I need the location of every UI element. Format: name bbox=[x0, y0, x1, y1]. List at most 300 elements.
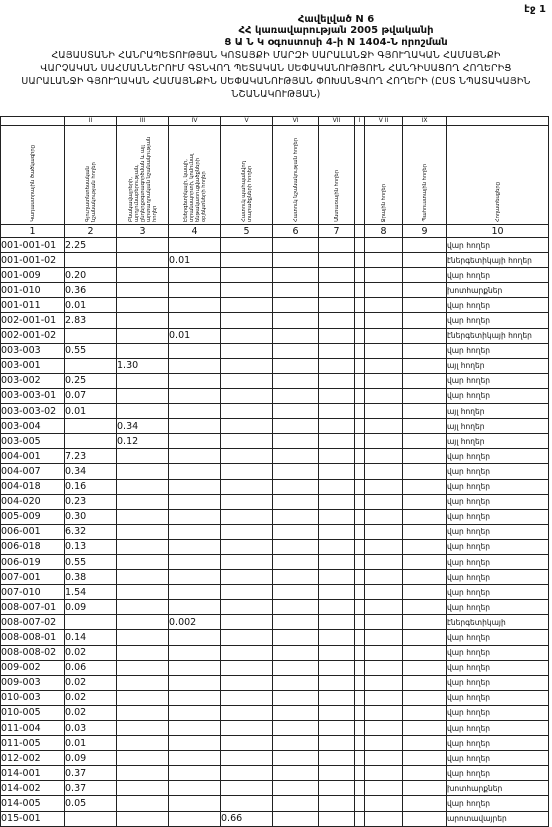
settlement-cell bbox=[117, 600, 169, 615]
forest-cell bbox=[319, 630, 355, 645]
forest-cell bbox=[319, 494, 355, 509]
land-type-cell: վար հողեր bbox=[447, 705, 549, 720]
reserve-cell bbox=[403, 253, 447, 268]
settlement-cell bbox=[117, 796, 169, 811]
agricultural-cell: 0.13 bbox=[65, 539, 117, 554]
protected-cell bbox=[221, 675, 273, 690]
forest-cell bbox=[319, 524, 355, 539]
column-header bbox=[403, 126, 447, 225]
special-cell bbox=[273, 419, 319, 434]
land-type-cell: վար հողեր bbox=[447, 298, 549, 313]
column-number: 3 bbox=[117, 225, 169, 238]
cadastral-code-cell: 008-008-01 bbox=[1, 630, 65, 645]
settlement-cell bbox=[117, 660, 169, 675]
header-settlement-industrial: Բնակավայրերի, արդյունաբերության, ընդերքօգտագործման և այլ արտադրական նշանակության հողեր bbox=[127, 136, 158, 222]
agricultural-cell bbox=[65, 811, 117, 826]
agricultural-cell: 0.16 bbox=[65, 479, 117, 494]
reserve-cell bbox=[403, 705, 447, 720]
page-number: էջ 1 bbox=[524, 4, 546, 15]
cadastral-code-cell: 007-001 bbox=[1, 570, 65, 585]
special-cell bbox=[273, 751, 319, 766]
protected-cell bbox=[221, 268, 273, 283]
special-cell bbox=[273, 313, 319, 328]
forest-cell bbox=[319, 253, 355, 268]
appendix-label: Հավելված N 6 bbox=[297, 14, 375, 25]
narrow-cell bbox=[355, 328, 365, 343]
settlement-cell bbox=[117, 736, 169, 751]
water-cell bbox=[365, 524, 403, 539]
protected-cell bbox=[221, 434, 273, 449]
settlement-cell bbox=[117, 721, 169, 736]
forest-cell bbox=[319, 238, 355, 253]
settlement-cell bbox=[117, 373, 169, 388]
land-type-cell: էներգետիկայի հողեր bbox=[447, 253, 549, 268]
forest-cell bbox=[319, 675, 355, 690]
roman-header: I bbox=[355, 117, 365, 126]
forest-cell bbox=[319, 298, 355, 313]
title-line-4: ՆՇԱՆԱԿՈՒԹՅԱՆ) bbox=[231, 89, 321, 100]
cadastral-code-cell: 004-001 bbox=[1, 449, 65, 464]
protected-cell bbox=[221, 539, 273, 554]
protected-cell bbox=[221, 796, 273, 811]
forest-cell bbox=[319, 811, 355, 826]
reserve-cell bbox=[403, 796, 447, 811]
land-type-cell: այլ հողեր bbox=[447, 404, 549, 419]
protected-cell: 0.66 bbox=[221, 811, 273, 826]
land-type-cell: արոտավայրեր bbox=[447, 811, 549, 826]
settlement-cell: 0.34 bbox=[117, 419, 169, 434]
cadastral-code-cell: 005-009 bbox=[1, 509, 65, 524]
land-type-cell: վար հողեր bbox=[447, 675, 549, 690]
special-cell bbox=[273, 464, 319, 479]
energy-cell bbox=[169, 404, 221, 419]
special-cell bbox=[273, 600, 319, 615]
narrow-cell bbox=[355, 615, 365, 630]
cadastral-code-cell: 014-002 bbox=[1, 781, 65, 796]
narrow-cell bbox=[355, 373, 365, 388]
forest-cell bbox=[319, 615, 355, 630]
water-cell bbox=[365, 721, 403, 736]
special-cell bbox=[273, 283, 319, 298]
column-number: 7 bbox=[319, 225, 355, 238]
table-row bbox=[1, 464, 549, 479]
settlement-cell bbox=[117, 585, 169, 600]
energy-cell bbox=[169, 494, 221, 509]
land-type-cell: վար հողեր bbox=[447, 585, 549, 600]
forest-cell bbox=[319, 373, 355, 388]
water-cell bbox=[365, 705, 403, 720]
water-cell bbox=[365, 494, 403, 509]
special-cell bbox=[273, 343, 319, 358]
forest-cell bbox=[319, 404, 355, 419]
agricultural-cell bbox=[65, 328, 117, 343]
land-type-cell: վար հողեր bbox=[447, 494, 549, 509]
cadastral-code-cell: 004-007 bbox=[1, 464, 65, 479]
settlement-cell bbox=[117, 630, 169, 645]
forest-cell bbox=[319, 600, 355, 615]
protected-cell bbox=[221, 705, 273, 720]
reserve-cell bbox=[403, 283, 447, 298]
forest-cell bbox=[319, 570, 355, 585]
narrow-cell bbox=[355, 479, 365, 494]
forest-cell bbox=[319, 796, 355, 811]
special-cell bbox=[273, 781, 319, 796]
table-row bbox=[1, 358, 549, 373]
narrow-cell bbox=[355, 449, 365, 464]
forest-cell bbox=[319, 419, 355, 434]
special-cell bbox=[273, 388, 319, 403]
reserve-cell bbox=[403, 660, 447, 675]
agricultural-cell: 0.01 bbox=[65, 298, 117, 313]
header-reserve: Պահուստային հողեր bbox=[421, 164, 428, 222]
column-header bbox=[221, 126, 273, 225]
table-row bbox=[1, 268, 549, 283]
land-type-cell: վար հողեր bbox=[447, 766, 549, 781]
energy-cell bbox=[169, 600, 221, 615]
column-header bbox=[1, 126, 65, 225]
title-line-1: ՀԱՅԱՍՏԱՆԻ ՀԱՆՐԱՊԵՏՈՒԹՅԱՆ ԿՈՏԱՅՔԻ ՄԱՐԶԻ ՍԱՐԱԼԱՆՋԻ ԳՅՈՒՂԱԿԱՆ ՀԱՄԱՅՆՔԻ bbox=[51, 50, 501, 61]
column-number: 6 bbox=[273, 225, 319, 238]
agricultural-cell: 2.83 bbox=[65, 313, 117, 328]
table-row bbox=[1, 524, 549, 539]
protected-cell bbox=[221, 570, 273, 585]
protected-cell bbox=[221, 585, 273, 600]
land-type-cell: վար հողեր bbox=[447, 464, 549, 479]
land-type-cell: վար հողեր bbox=[447, 343, 549, 358]
title-line-3: ՍԱՐԱԼԱՆՋԻ ԳՅՈՒՂԱԿԱՆ ՀԱՄԱՅՆՔԻՆ ՍԵՓԱԿԱՆՈՒԹՅԱՆ ՓՈԽԱՆՑՎՈՂ ՀՈՂԵՐԻ (ԸՍՏ ՆՊԱՏԱԿԱՅԻՆ bbox=[21, 76, 531, 87]
settlement-cell bbox=[117, 268, 169, 283]
protected-cell bbox=[221, 298, 273, 313]
header-water: Ջրային հողեր bbox=[380, 183, 387, 222]
special-cell bbox=[273, 494, 319, 509]
narrow-cell bbox=[355, 570, 365, 585]
protected-cell bbox=[221, 494, 273, 509]
column-number-row bbox=[1, 225, 549, 238]
agricultural-cell: 0.01 bbox=[65, 404, 117, 419]
narrow-cell bbox=[355, 404, 365, 419]
land-type-cell: վար հողեր bbox=[447, 238, 549, 253]
roman-header: IX bbox=[403, 117, 447, 126]
agricultural-cell: 0.03 bbox=[65, 721, 117, 736]
forest-cell bbox=[319, 313, 355, 328]
agricultural-cell bbox=[65, 419, 117, 434]
forest-cell bbox=[319, 479, 355, 494]
narrow-cell bbox=[355, 781, 365, 796]
agricultural-cell: 0.37 bbox=[65, 766, 117, 781]
settlement-cell bbox=[117, 690, 169, 705]
roman-header: VI bbox=[273, 117, 319, 126]
energy-cell bbox=[169, 358, 221, 373]
land-type-cell: խոտհարքներ bbox=[447, 781, 549, 796]
settlement-cell bbox=[117, 751, 169, 766]
water-cell bbox=[365, 268, 403, 283]
roman-header: V II bbox=[365, 117, 403, 126]
table-row bbox=[1, 796, 549, 811]
forest-cell bbox=[319, 585, 355, 600]
settlement-cell bbox=[117, 449, 169, 464]
table-row bbox=[1, 766, 549, 781]
table-row bbox=[1, 811, 549, 826]
land-type-cell: վար հողեր bbox=[447, 645, 549, 660]
reserve-cell bbox=[403, 373, 447, 388]
roman-header bbox=[1, 117, 65, 126]
protected-cell bbox=[221, 328, 273, 343]
energy-cell bbox=[169, 811, 221, 826]
protected-cell bbox=[221, 751, 273, 766]
settlement-cell bbox=[117, 388, 169, 403]
energy-cell bbox=[169, 268, 221, 283]
narrow-cell bbox=[355, 358, 365, 373]
settlement-cell bbox=[117, 675, 169, 690]
protected-cell bbox=[221, 404, 273, 419]
cadastral-code-cell: 002-001-01 bbox=[1, 313, 65, 328]
narrow-cell bbox=[355, 524, 365, 539]
table-row bbox=[1, 449, 549, 464]
water-cell bbox=[365, 449, 403, 464]
cadastral-code-cell: 010-005 bbox=[1, 705, 65, 720]
protected-cell bbox=[221, 449, 273, 464]
forest-cell bbox=[319, 736, 355, 751]
energy-cell bbox=[169, 464, 221, 479]
column-header bbox=[319, 126, 355, 225]
narrow-cell bbox=[355, 645, 365, 660]
settlement-cell: 0.12 bbox=[117, 434, 169, 449]
settlement-cell bbox=[117, 509, 169, 524]
energy-cell bbox=[169, 524, 221, 539]
table-row bbox=[1, 554, 549, 569]
forest-cell bbox=[319, 449, 355, 464]
protected-cell bbox=[221, 615, 273, 630]
special-cell bbox=[273, 509, 319, 524]
agricultural-cell: 0.01 bbox=[65, 736, 117, 751]
energy-cell bbox=[169, 449, 221, 464]
column-number: 1 bbox=[1, 225, 65, 238]
header-cadastral-code: Կադաստրային ծածկագիրը bbox=[29, 145, 36, 222]
column-header bbox=[169, 126, 221, 225]
protected-cell bbox=[221, 766, 273, 781]
narrow-cell bbox=[355, 705, 365, 720]
cadastral-code-cell: 003-003-01 bbox=[1, 388, 65, 403]
roman-header: V bbox=[221, 117, 273, 126]
land-type-cell: վար հողեր bbox=[447, 570, 549, 585]
cadastral-code-cell: 002-001-02 bbox=[1, 328, 65, 343]
special-cell bbox=[273, 404, 319, 419]
energy-cell bbox=[169, 419, 221, 434]
settlement-cell bbox=[117, 554, 169, 569]
table-row bbox=[1, 298, 549, 313]
reserve-cell bbox=[403, 736, 447, 751]
agricultural-cell bbox=[65, 253, 117, 268]
energy-cell: 0.01 bbox=[169, 328, 221, 343]
column-number: 2 bbox=[65, 225, 117, 238]
narrow-cell bbox=[355, 253, 365, 268]
agricultural-cell: 0.02 bbox=[65, 690, 117, 705]
water-cell bbox=[365, 328, 403, 343]
header-forest: Անտառային հողեր bbox=[333, 170, 340, 222]
reserve-cell bbox=[403, 585, 447, 600]
protected-cell bbox=[221, 388, 273, 403]
special-cell bbox=[273, 766, 319, 781]
forest-cell bbox=[319, 660, 355, 675]
reserve-cell bbox=[403, 358, 447, 373]
forest-cell bbox=[319, 645, 355, 660]
forest-cell bbox=[319, 388, 355, 403]
special-cell bbox=[273, 630, 319, 645]
table-row bbox=[1, 751, 549, 766]
water-cell bbox=[365, 585, 403, 600]
roman-header: III bbox=[117, 117, 169, 126]
water-cell bbox=[365, 358, 403, 373]
cadastral-code-cell: 003-003-02 bbox=[1, 404, 65, 419]
forest-cell bbox=[319, 554, 355, 569]
agricultural-cell: 2.25 bbox=[65, 238, 117, 253]
water-cell bbox=[365, 479, 403, 494]
cadastral-code-cell: 003-005 bbox=[1, 434, 65, 449]
special-cell bbox=[273, 373, 319, 388]
protected-cell bbox=[221, 464, 273, 479]
narrow-cell bbox=[355, 675, 365, 690]
agricultural-cell: 0.55 bbox=[65, 554, 117, 569]
special-cell bbox=[273, 238, 319, 253]
land-type-cell: վար հողեր bbox=[447, 509, 549, 524]
special-cell bbox=[273, 705, 319, 720]
narrow-cell bbox=[355, 298, 365, 313]
reserve-cell bbox=[403, 328, 447, 343]
agricultural-cell: 0.38 bbox=[65, 570, 117, 585]
cadastral-code-cell: 001-001-01 bbox=[1, 238, 65, 253]
cadastral-code-cell: 010-003 bbox=[1, 690, 65, 705]
settlement-cell bbox=[117, 328, 169, 343]
narrow-cell bbox=[355, 766, 365, 781]
settlement-cell bbox=[117, 570, 169, 585]
table-row bbox=[1, 781, 549, 796]
forest-cell bbox=[319, 268, 355, 283]
land-type-cell: վար հողեր bbox=[447, 479, 549, 494]
special-cell bbox=[273, 253, 319, 268]
forest-cell bbox=[319, 343, 355, 358]
special-cell bbox=[273, 585, 319, 600]
forest-cell bbox=[319, 464, 355, 479]
agricultural-cell bbox=[65, 358, 117, 373]
agricultural-cell: 1.54 bbox=[65, 585, 117, 600]
water-cell bbox=[365, 298, 403, 313]
roman-header: II bbox=[65, 117, 117, 126]
column-header bbox=[447, 126, 549, 225]
column-header bbox=[117, 126, 169, 225]
reserve-cell bbox=[403, 600, 447, 615]
energy-cell bbox=[169, 645, 221, 660]
roman-header: IV bbox=[169, 117, 221, 126]
column-header-row bbox=[1, 126, 549, 225]
reserve-cell bbox=[403, 524, 447, 539]
special-cell bbox=[273, 554, 319, 569]
energy-cell bbox=[169, 539, 221, 554]
settlement-cell bbox=[117, 238, 169, 253]
reserve-cell bbox=[403, 751, 447, 766]
special-cell bbox=[273, 645, 319, 660]
table-row bbox=[1, 660, 549, 675]
protected-cell bbox=[221, 509, 273, 524]
land-type-cell: վար հողեր bbox=[447, 660, 549, 675]
water-cell bbox=[365, 238, 403, 253]
settlement-cell bbox=[117, 253, 169, 268]
land-type-cell: վար հողեր bbox=[447, 539, 549, 554]
land-type-cell: այլ հողեր bbox=[447, 358, 549, 373]
narrow-cell bbox=[355, 419, 365, 434]
cadastral-code-cell: 007-010 bbox=[1, 585, 65, 600]
water-cell bbox=[365, 373, 403, 388]
energy-cell bbox=[169, 509, 221, 524]
header-protected: Հատուկ պահպանվող տարածքների հողեր bbox=[240, 161, 253, 222]
agricultural-cell: 0.09 bbox=[65, 751, 117, 766]
land-type-cell: այլ հողեր bbox=[447, 419, 549, 434]
cadastral-code-cell: 001-009 bbox=[1, 268, 65, 283]
narrow-cell bbox=[355, 509, 365, 524]
settlement-cell bbox=[117, 705, 169, 720]
energy-cell bbox=[169, 554, 221, 569]
narrow-cell bbox=[355, 268, 365, 283]
settlement-cell bbox=[117, 781, 169, 796]
reserve-cell bbox=[403, 464, 447, 479]
cadastral-code-cell: 006-018 bbox=[1, 539, 65, 554]
energy-cell bbox=[169, 721, 221, 736]
energy-cell bbox=[169, 796, 221, 811]
narrow-cell bbox=[355, 751, 365, 766]
table-row bbox=[1, 479, 549, 494]
settlement-cell bbox=[117, 479, 169, 494]
reserve-cell bbox=[403, 238, 447, 253]
special-cell bbox=[273, 328, 319, 343]
cadastral-code-cell: 008-008-02 bbox=[1, 645, 65, 660]
column-header bbox=[273, 126, 319, 225]
cadastral-code-cell: 008-007-01 bbox=[1, 600, 65, 615]
narrow-cell bbox=[355, 238, 365, 253]
protected-cell bbox=[221, 690, 273, 705]
cadastral-code-cell: 011-005 bbox=[1, 736, 65, 751]
reserve-cell bbox=[403, 419, 447, 434]
cadastral-code-cell: 004-020 bbox=[1, 494, 65, 509]
column-number: 9 bbox=[403, 225, 447, 238]
water-cell bbox=[365, 615, 403, 630]
forest-cell bbox=[319, 539, 355, 554]
land-type-cell: վար հողեր bbox=[447, 313, 549, 328]
protected-cell bbox=[221, 479, 273, 494]
energy-cell bbox=[169, 690, 221, 705]
energy-cell bbox=[169, 238, 221, 253]
land-type-cell: վար հողեր bbox=[447, 373, 549, 388]
special-cell bbox=[273, 811, 319, 826]
reserve-cell bbox=[403, 388, 447, 403]
agricultural-cell: 6.32 bbox=[65, 524, 117, 539]
water-cell bbox=[365, 434, 403, 449]
special-cell bbox=[273, 449, 319, 464]
energy-cell bbox=[169, 781, 221, 796]
water-cell bbox=[365, 283, 403, 298]
reserve-cell bbox=[403, 811, 447, 826]
table-row bbox=[1, 630, 549, 645]
header-special-purpose: Հատուկ նշանակության հողեր bbox=[292, 137, 299, 222]
energy-cell bbox=[169, 388, 221, 403]
narrow-cell bbox=[355, 600, 365, 615]
reserve-cell bbox=[403, 675, 447, 690]
protected-cell bbox=[221, 419, 273, 434]
cadastral-code-cell: 012-002 bbox=[1, 751, 65, 766]
column-number: 4 bbox=[169, 225, 221, 238]
cadastral-code-cell: 008-007-02 bbox=[1, 615, 65, 630]
settlement-cell bbox=[117, 645, 169, 660]
reserve-cell bbox=[403, 781, 447, 796]
table-body bbox=[1, 238, 549, 827]
